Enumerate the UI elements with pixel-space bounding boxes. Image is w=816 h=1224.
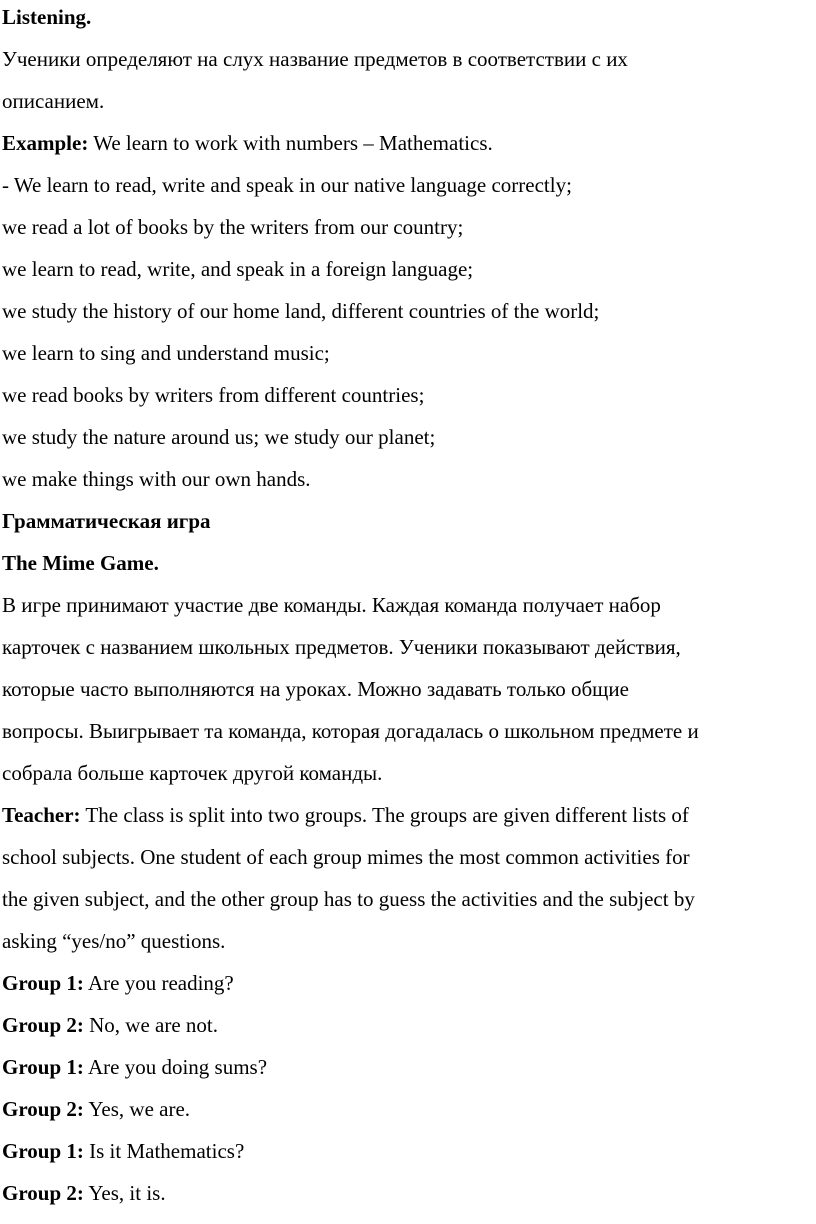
listening-item: we learn to read, write, and speak in a foreign language; <box>2 257 474 281</box>
example-text: We learn to work with numbers – Mathematics. <box>88 131 493 155</box>
description-line: собрала больше карточек другой команды. <box>2 761 383 785</box>
listening-item: we study the nature around us; we study our planet; <box>2 425 436 449</box>
listening-item: we read a lot of books by the writers from our country; <box>2 215 464 239</box>
dialogue-text: Is it Mathematics? <box>83 1139 245 1163</box>
listening-heading: Listening. <box>2 5 92 29</box>
example-line <box>2 122 814 164</box>
teacher-text: The class is split into two groups. The groups are given different lists of <box>80 803 689 827</box>
listening-item: - We learn to read, write and speak in our native language correctly; <box>2 173 572 197</box>
dialogue-speaker: Group 1: <box>2 1055 84 1079</box>
grammar-game-heading: Грамматическая игра <box>2 509 211 533</box>
teacher-line <box>2 794 814 836</box>
dialogue-line <box>2 962 814 1004</box>
description-line: вопросы. Выигрывает та команда, которая догадалась о школьном предмете и <box>2 719 699 743</box>
description-line: карточек с названием школьных предметов. Ученики показывают действия, <box>2 635 681 659</box>
listening-item: we learn to sing and understand music; <box>2 341 330 365</box>
dialogue-text: Yes, we are. <box>83 1097 191 1121</box>
description-line: которые часто выполняются на уроках. Можно задавать только общие <box>2 677 629 701</box>
document-body <box>2 0 814 1214</box>
listening-intro-line-1: Ученики определяют на слух название предметов в соответствии с их <box>2 47 628 71</box>
dialogue-speaker: Group 2: <box>2 1013 84 1037</box>
description-line: В игре принимают участие две команды. Каждая команда получает набор <box>2 593 661 617</box>
example-label: Example: <box>2 131 89 155</box>
dialogue-line <box>2 1004 814 1046</box>
dialogue-speaker: Group 1: <box>2 1139 84 1163</box>
teacher-line: school subjects. One student of each group mimes the most common activities for <box>2 845 690 869</box>
dialogue-speaker: Group 2: <box>2 1097 84 1121</box>
dialogue-speaker: Group 1: <box>2 971 84 995</box>
listening-item: we study the history of our home land, different countries of the world; <box>2 299 600 323</box>
listening-intro-line-2: описанием. <box>2 89 105 113</box>
teacher-line: the given subject, and the other group has to guess the activities and the subject by <box>2 887 695 911</box>
dialogue-line <box>2 1088 814 1130</box>
listening-item: we make things with our own hands. <box>2 467 311 491</box>
mime-game-title: The Mime Game. <box>2 551 159 575</box>
teacher-line: asking “yes/no” questions. <box>2 929 226 953</box>
dialogue-text: Are you doing sums? <box>83 1055 268 1079</box>
dialogue-text: No, we are not. <box>83 1013 219 1037</box>
dialogue-line <box>2 1130 814 1172</box>
teacher-label: Teacher: <box>2 803 81 827</box>
dialogue-speaker: Group 2: <box>2 1181 84 1205</box>
dialogue-text: Are you reading? <box>83 971 234 995</box>
dialogue-line <box>2 1046 814 1088</box>
listening-item: we read books by writers from different countries; <box>2 383 425 407</box>
dialogue-line <box>2 1172 814 1214</box>
dialogue-text: Yes, it is. <box>83 1181 166 1205</box>
